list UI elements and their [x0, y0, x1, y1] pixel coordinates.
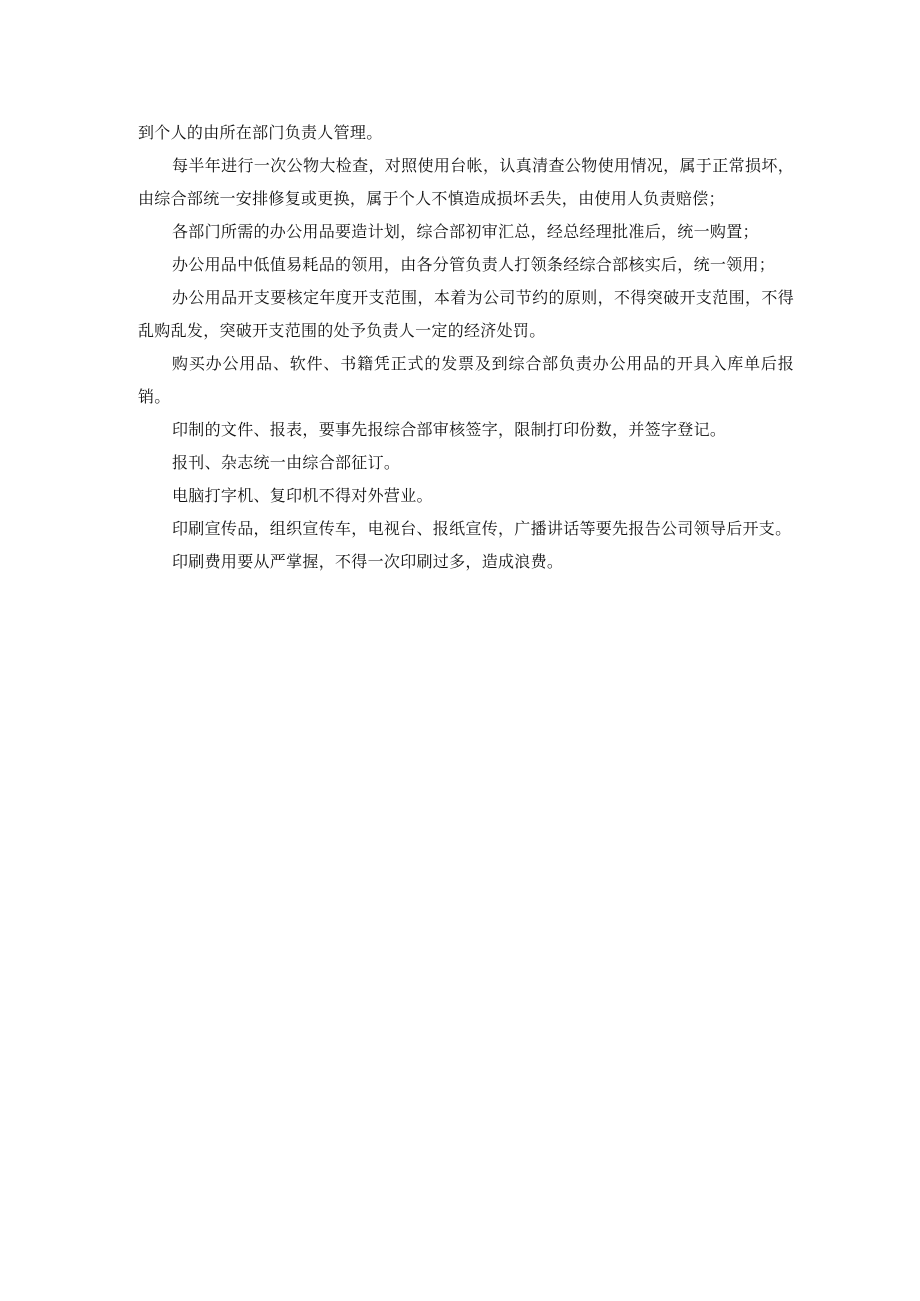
- paragraph-printing-cost: 印刷费用要从严掌握，不得一次印刷过多，造成浪费。: [172, 552, 564, 571]
- paragraph-printing-documents: 印制的文件、报表，要事先报综合部审核签字，限制打印份数，并签字登记。: [172, 420, 727, 439]
- document-page: [138, 116, 794, 578]
- paragraph-inspection: 每半年进行一次公物大检查，对照使用台帐，认真清查公物使用情况，属于正常损坏，由综合部统一安排修复或更换，属于个人不慎造成损坏丢失，由使用人负责赔偿；: [138, 156, 794, 208]
- paragraph-continuation: 到个人的由所在部门负责人管理。: [138, 123, 383, 142]
- paragraph-consumables: 办公用品中低值易耗品的领用，由各分管负责人打领条经综合部核实后，统一领用；: [172, 255, 776, 274]
- paragraph-purchase-plan: 各部门所需的办公用品要造计划，综合部初审汇总，经总经理批准后，统一购置；: [172, 222, 759, 241]
- paragraph-expense-scope: 办公用品开支要核定年度开支范围，本着为公司节约的原则，不得突破开支范围，不得乱购乱发，突破开支范围的处予负责人一定的经济处罚。: [138, 288, 794, 340]
- paragraph-equipment: 电脑打字机、复印机不得对外营业。: [172, 486, 433, 505]
- paragraph-subscriptions: 报刊、杂志统一由综合部征订。: [172, 453, 401, 472]
- paragraph-publicity: 印刷宣传品，组织宣传车，电视台、报纸宣传，广播讲话等要先报告公司领导后开支。: [172, 519, 792, 538]
- paragraph-reimbursement: 购买办公用品、软件、书籍凭正式的发票及到综合部负责办公用品的开具入库单后报销。: [138, 354, 794, 406]
